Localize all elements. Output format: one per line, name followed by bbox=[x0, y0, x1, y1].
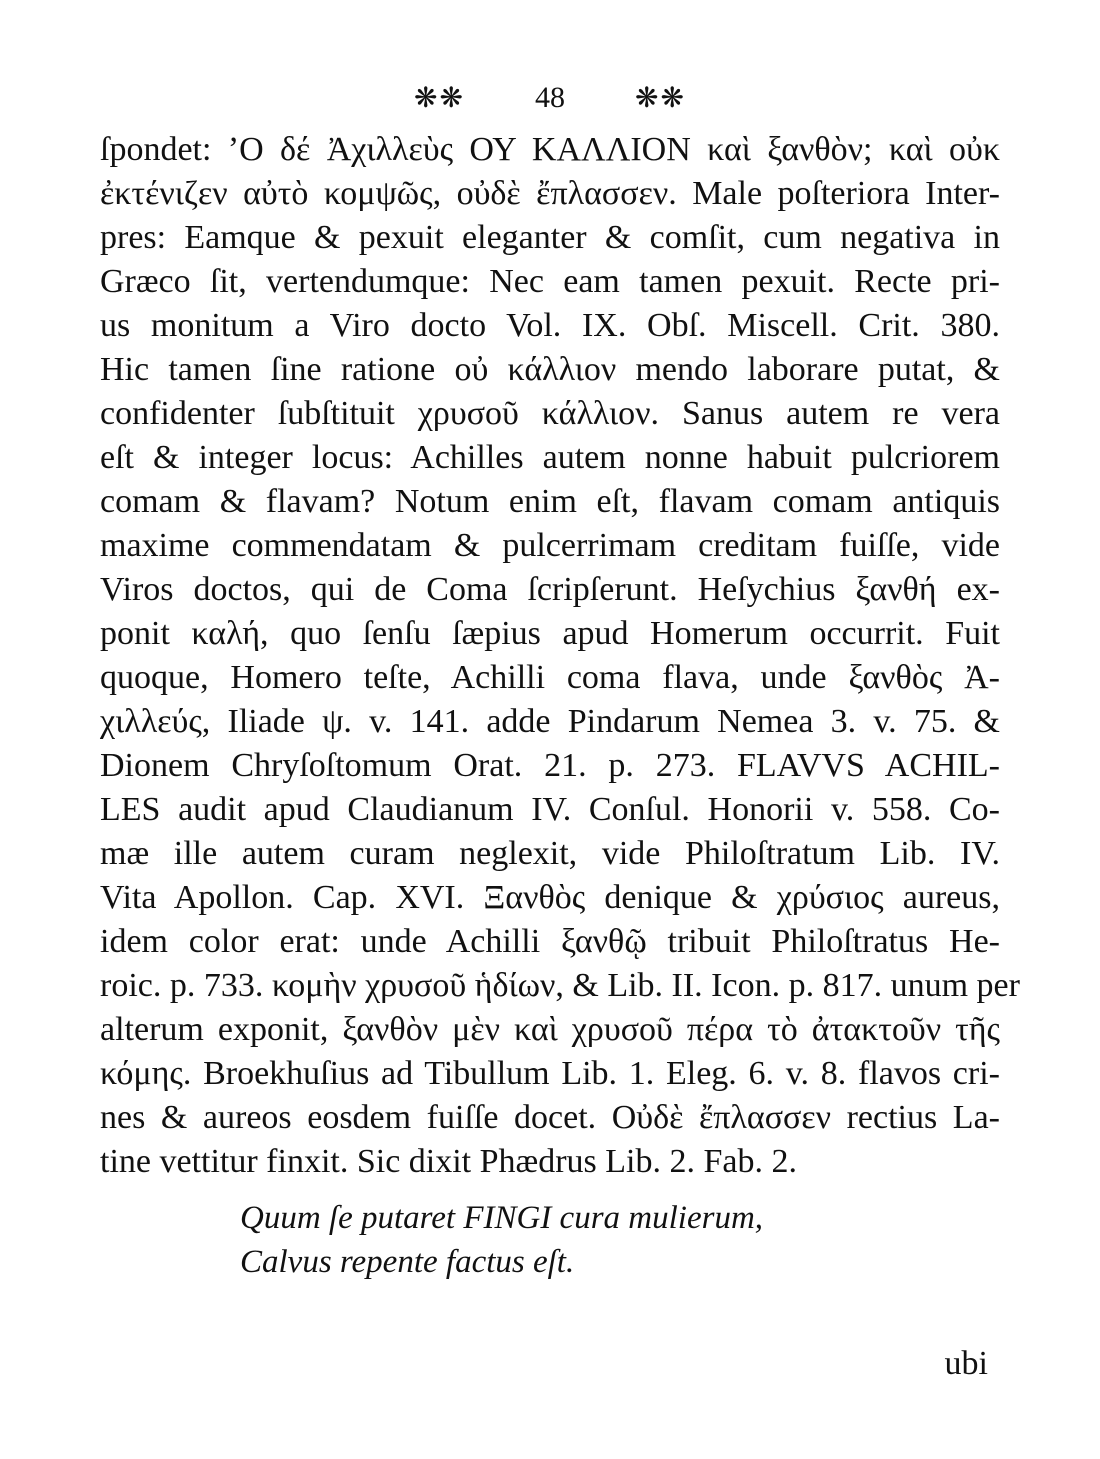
text-line: pres: Eamque & pexuit eleganter & comſit, cum negativa in bbox=[100, 219, 1000, 256]
text-line: Viros doctos, qui de Coma ſcripſerunt. Heſychius ξανθή ex- bbox=[100, 571, 1000, 608]
text-line: maxime commendatam & pulcerrimam creditam fuiſſe, vide bbox=[100, 527, 1000, 564]
text-line: LES audit apud Claudianum IV. Conſul. Honorii v. 558. Co- bbox=[100, 791, 1000, 828]
text-line: nes & aureos eosdem fuiſſe docet. Οὐδὲ ἔπλασσεν rectius La- bbox=[100, 1099, 1000, 1136]
text-line: Græco ſit, vertendumque: Nec eam tamen pexuit. Recte pri- bbox=[100, 263, 1000, 300]
catchword: ubi bbox=[944, 1345, 988, 1382]
text-line: χιλλεύς, Iliade ψ. v. 141. adde Pindarum Nemea 3. v. 75. & bbox=[100, 703, 1000, 740]
text-line: κόμης. Broekhuſius ad Tibullum Lib. 1. Eleg. 6. v. 8. flavos cri- bbox=[100, 1055, 1000, 1092]
text-line: mæ ille autem curam neglexit, vide Philoſtratum Lib. IV. bbox=[100, 835, 1000, 872]
text-line: eſt & integer locus: Achilles autem nonne habuit pulcriorem bbox=[100, 439, 1000, 476]
text-line: ſpondet: ʼΟ δέ Ἀχιλλεὺς ΟΥ ΚΑΛΛΙΟΝ καὶ ξανθὸν; καὶ οὐκ bbox=[100, 131, 1000, 168]
text-line: alterum exponit, ξανθὸν μὲν καὶ χρυσοῦ πέρα τὸ ἀτακτοῦν τῆς bbox=[100, 1011, 1000, 1048]
text-line: idem color erat: unde Achilli ξανθῷ tribuit Philoſtratus He- bbox=[100, 923, 1000, 960]
ornament-left-icon: ❋❋ bbox=[414, 83, 465, 114]
text-line: ἐκτένιζεν αὐτὸ κομψῶς, οὐδὲ ἔπλασσεν. Male poſteriora Inter- bbox=[100, 175, 1000, 212]
verse-line: Calvus repente factus eſt. bbox=[240, 1244, 575, 1280]
text-line: Dionem Chryſoſtomum Orat. 21. p. 273. FLAVVS ACHIL- bbox=[100, 747, 1000, 784]
ornament-right-icon: ❋❋ bbox=[635, 83, 686, 114]
page-header bbox=[0, 78, 1100, 119]
text-line: tine vettitur finxit. Sic dixit Phædrus Lib. 2. Fab. 2. bbox=[100, 1143, 797, 1180]
text-line: Vita Apollon. Cap. XVI. Ξανθὸς denique & χρύσιος aureus, bbox=[100, 879, 1000, 916]
text-line: comam & flavam? Notum enim eſt, flavam comam antiquis bbox=[100, 483, 1000, 520]
text-line: confidenter ſubſtituit χρυσοῦ κάλλιον. Sanus autem re vera bbox=[100, 395, 1000, 432]
text-line: roic. p. 733. κομὴν χρυσοῦ ἡδίων, & Lib. II. Icon. p. 817. unum per bbox=[100, 967, 1020, 1004]
verse-line: Quum ſe putaret FINGI cura mulierum, bbox=[240, 1200, 764, 1236]
text-line: Hic tamen ſine ratione οὐ κάλλιον mendo laborare putat, & bbox=[100, 351, 1000, 388]
page-number: 48 bbox=[535, 81, 565, 114]
text-line: ponit καλή, quo ſenſu ſæpius apud Homerum occurrit. Fuit bbox=[100, 615, 1000, 652]
text-line: quoque, Homero teſte, Achilli coma flava, unde ξανθὸς Ἀ- bbox=[100, 659, 1000, 696]
text-line: us monitum a Viro docto Vol. IX. Obſ. Miscell. Crit. 380. bbox=[100, 307, 1000, 344]
